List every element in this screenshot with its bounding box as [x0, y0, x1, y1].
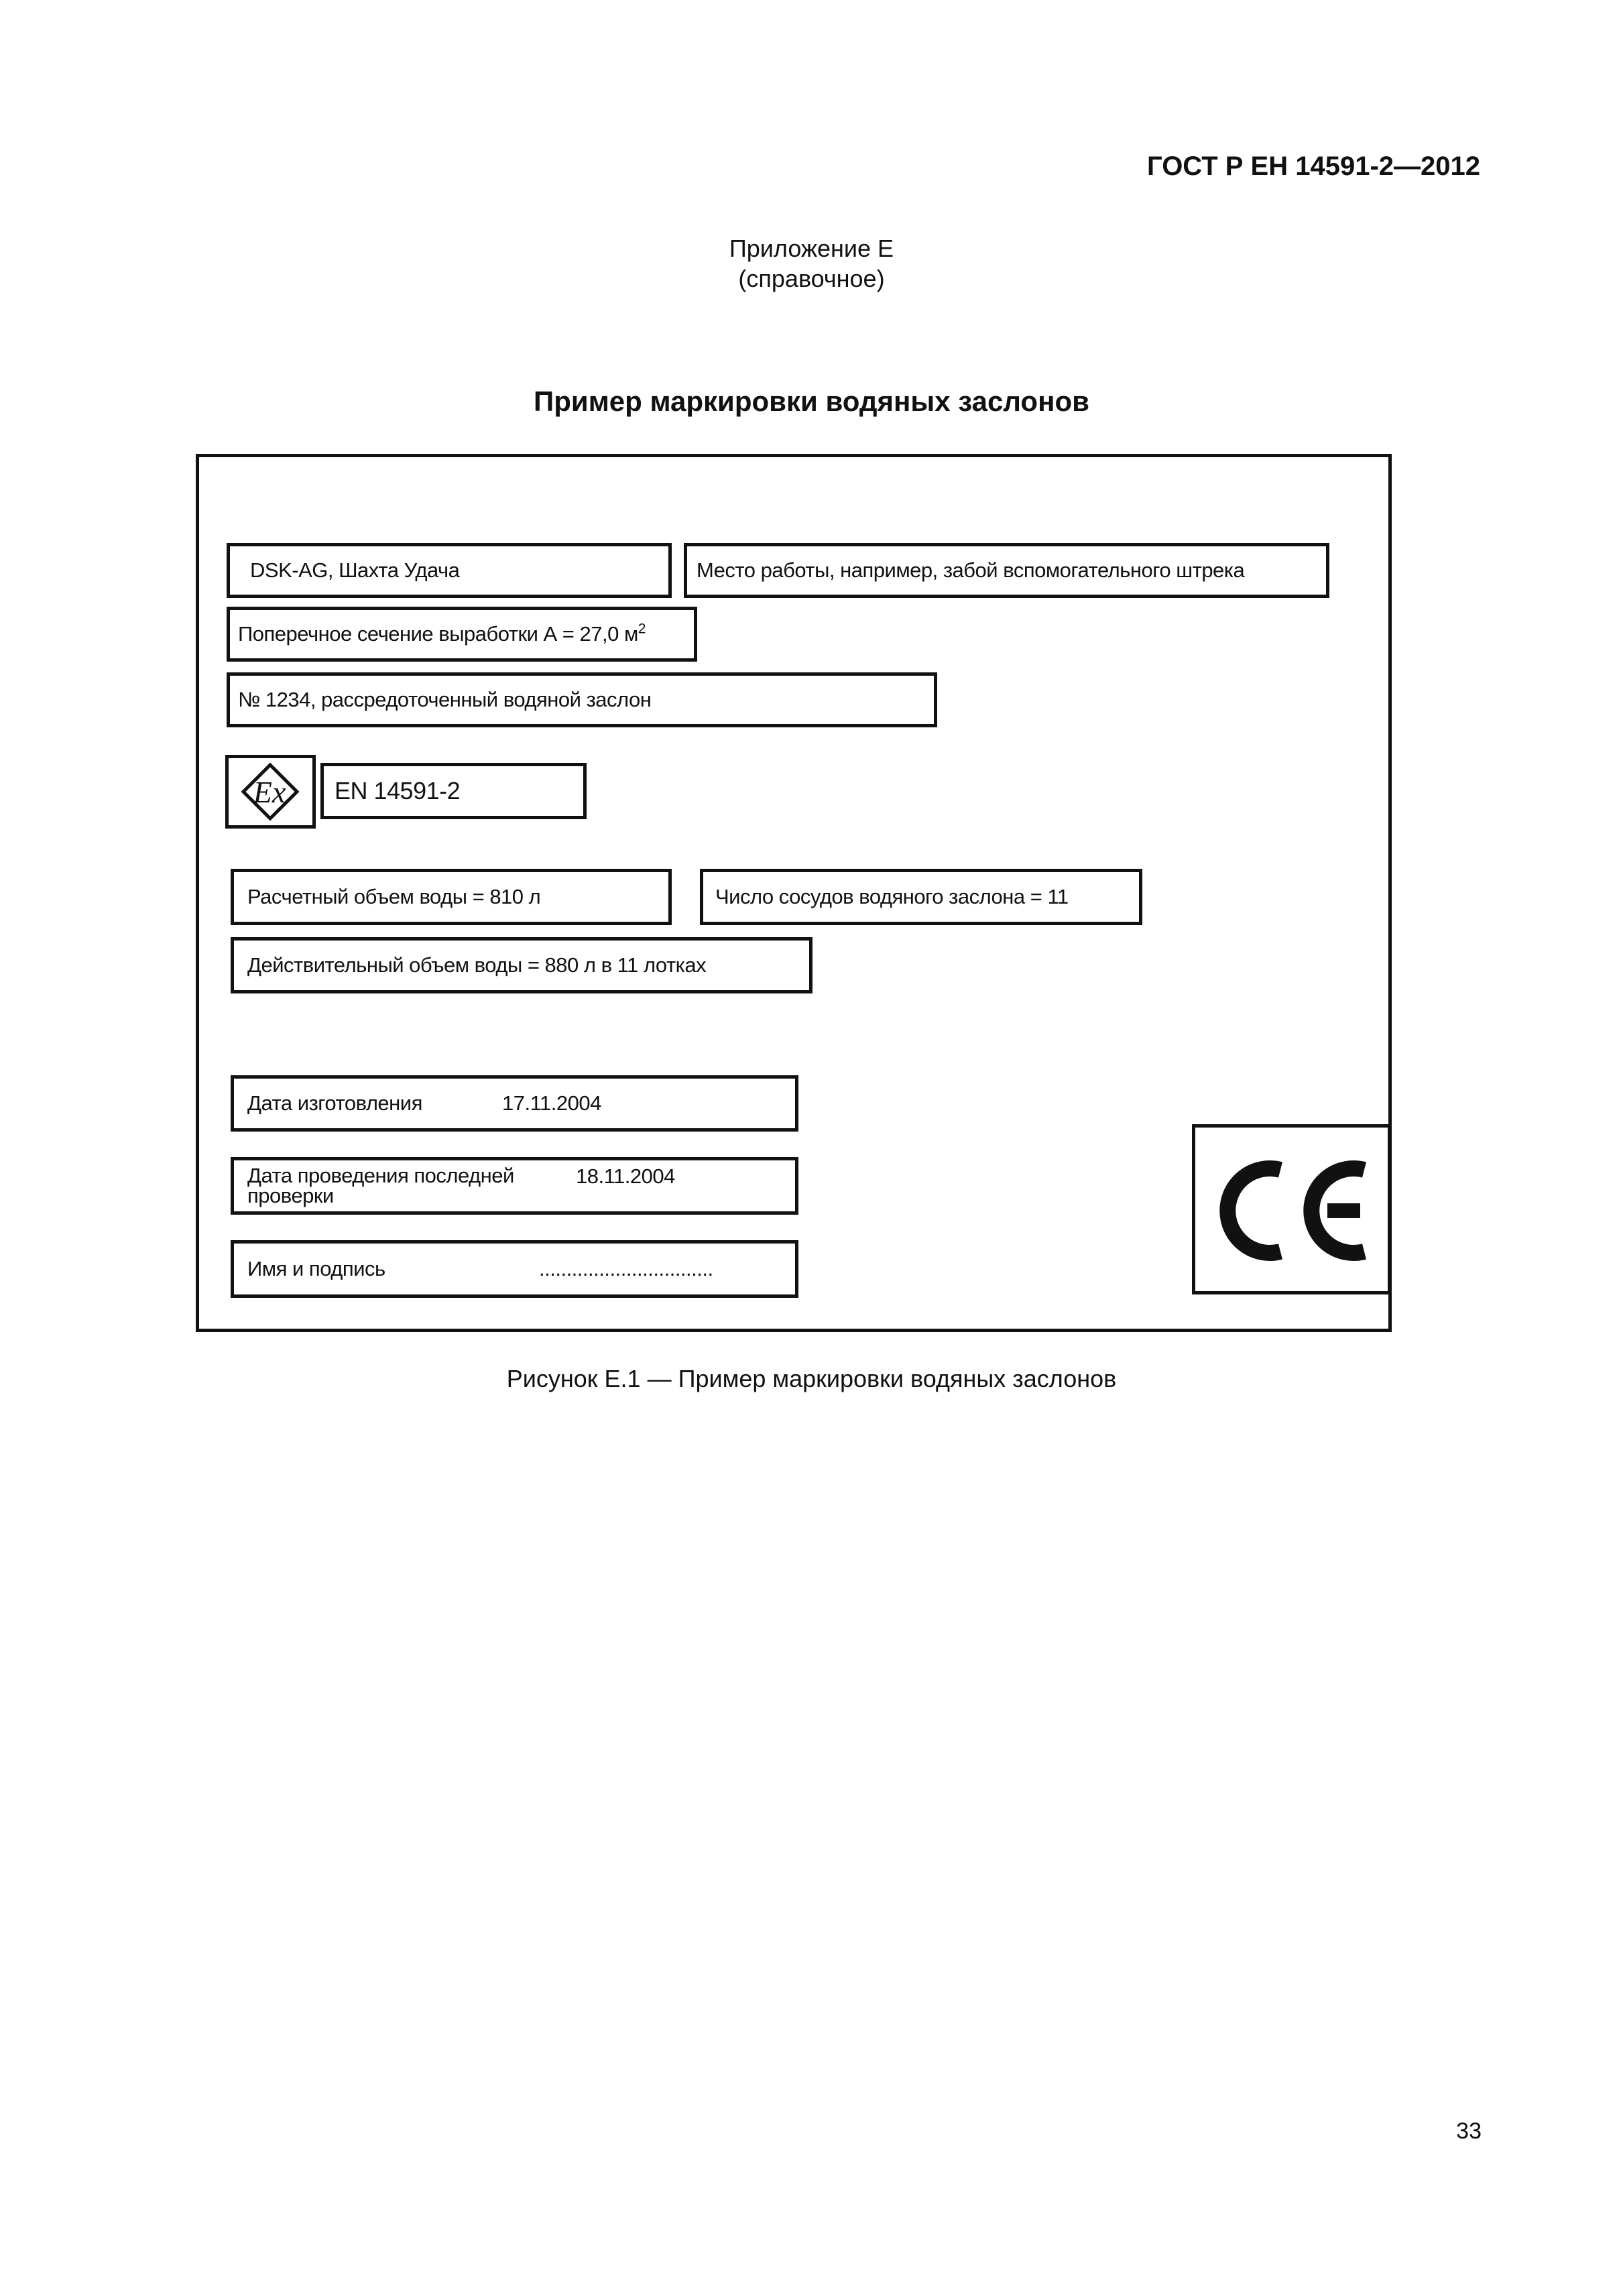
annex-title: Приложение Е: [729, 235, 894, 262]
standard-code: ГОСТ Р ЕН 14591-2—2012: [1147, 152, 1480, 181]
inspection-label: Дата проведения последней проверки: [247, 1164, 514, 1207]
vessel-count-text: Число сосудов водяного заслона = 11: [715, 885, 1069, 908]
barrier-id-text: № 1234, рассредоточенный водяной заслон: [238, 688, 652, 711]
design-volume-text: Расчетный объем воды = 810 л: [247, 885, 541, 908]
cross-section-field: [227, 607, 697, 662]
design-volume-field: [231, 869, 672, 925]
svg-text:Ex: Ex: [253, 775, 286, 809]
vessel-count-field: [700, 869, 1142, 925]
operator-field: [227, 543, 672, 598]
actual-volume-field: [231, 937, 813, 993]
standard-field: [320, 763, 587, 819]
inspection-date-field: [231, 1157, 798, 1215]
figure-caption: Рисунок Е.1 — Пример маркировки водяных заслонов: [506, 1365, 1117, 1392]
manufacture-date-value: 17.11.2004: [502, 1091, 601, 1115]
manufacture-label: Дата изготовления: [247, 1091, 422, 1115]
operator-text: DSK-AG, Шахта Удача: [250, 558, 460, 582]
workplace-text: Место работы, например, забой вспомогательного штрека: [697, 558, 1245, 582]
annex-status: (справочное): [738, 265, 885, 292]
signature-field: [231, 1240, 798, 1298]
inspection-date-value: 18.11.2004: [576, 1164, 675, 1188]
manufacture-date-field: [231, 1075, 798, 1132]
section-title: Пример маркировки водяных заслонов: [534, 385, 1089, 417]
actual-volume-text: Действительный объем воды = 880 л в 11 лотках: [247, 953, 707, 977]
page-number: 33: [1456, 2118, 1482, 2144]
barrier-id-field: [227, 672, 937, 727]
signature-label: Имя и подпись: [247, 1257, 385, 1280]
ce-mark-box: [1192, 1124, 1391, 1294]
signature-placeholder: ................................: [539, 1257, 713, 1280]
ex-mark-box: [225, 755, 316, 829]
cross-section-text: Поперечное сечение выработки А = 27,0 $м^2$: [238, 621, 646, 646]
ce-mark-icon: [1195, 1128, 1388, 1291]
workplace-field: [684, 543, 1329, 598]
ex-mark-icon: [229, 758, 312, 825]
standard-text: EN 14591-2: [335, 777, 461, 804]
